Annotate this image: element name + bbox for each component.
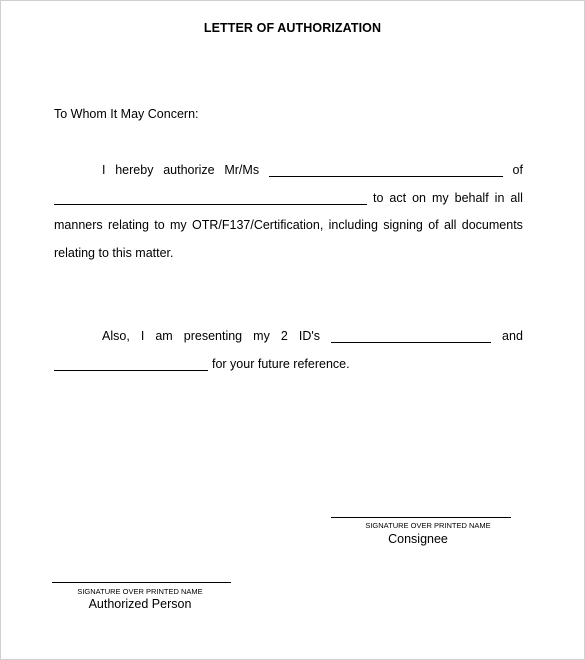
p1-word: all [443, 218, 457, 232]
paragraph2-line1 [102, 328, 523, 343]
p1-word: to [372, 191, 384, 205]
p1-word: hereby [115, 163, 154, 177]
authorized-person-signature-line[interactable] [52, 582, 231, 583]
p1-word: in [494, 191, 505, 205]
paragraph1-line2 [54, 190, 523, 205]
authorized-person-name-field[interactable] [269, 162, 503, 177]
letter-title: LETTER OF AUTHORIZATION [203, 21, 382, 35]
p1-word: relating [107, 218, 149, 232]
authorized-person-signature-caption: SIGNATURE OVER PRINTED NAME [77, 587, 203, 596]
p2-word: ID's [298, 329, 320, 343]
paragraph2-line2 [54, 356, 350, 371]
second-id-field[interactable] [54, 356, 208, 371]
p1-word: behalf [454, 191, 489, 205]
p1-word: documents [461, 218, 523, 232]
p1-word: authorize [163, 163, 215, 177]
p2-word: 2 [280, 329, 288, 343]
p2-word: Also, [102, 329, 130, 343]
authorized-person-label: Authorized Person [88, 597, 192, 611]
p1-word: of [428, 218, 439, 232]
first-id-field[interactable] [331, 328, 491, 343]
consignee-signature-line[interactable] [331, 517, 511, 518]
authorized-person-address-field[interactable] [54, 190, 367, 205]
p1-word: act [389, 191, 407, 205]
p1-word-of: of [512, 163, 523, 177]
p1-word: to [154, 218, 165, 232]
p1-word: including [328, 218, 378, 232]
p2-line2-tail: for your future reference. [212, 357, 350, 371]
p1-word: my [431, 191, 449, 205]
p1-word: Mr/Ms [224, 163, 260, 177]
salutation: To Whom It May Concern: [54, 107, 199, 121]
consignee-signature-caption: SIGNATURE OVER PRINTED NAME [365, 521, 491, 530]
p1-word: my [170, 218, 187, 232]
p1-word: I [102, 163, 106, 177]
p2-word-and: and [502, 329, 523, 343]
paragraph1-line3 [54, 218, 523, 232]
p1-word: on [412, 191, 426, 205]
p2-word: my [253, 329, 270, 343]
paragraph1-line1 [102, 162, 523, 177]
p1-word: signing [383, 218, 423, 232]
paragraph1-line4: relating to this matter. [54, 246, 174, 260]
consignee-label: Consignee [388, 532, 448, 546]
p1-word: all [510, 191, 523, 205]
p2-word: presenting [183, 329, 243, 343]
p1-word: OTR/F137/Certification, [192, 218, 324, 232]
p2-word: am [155, 329, 173, 343]
p2-word: I [140, 329, 145, 343]
p1-word: manners [54, 218, 103, 232]
